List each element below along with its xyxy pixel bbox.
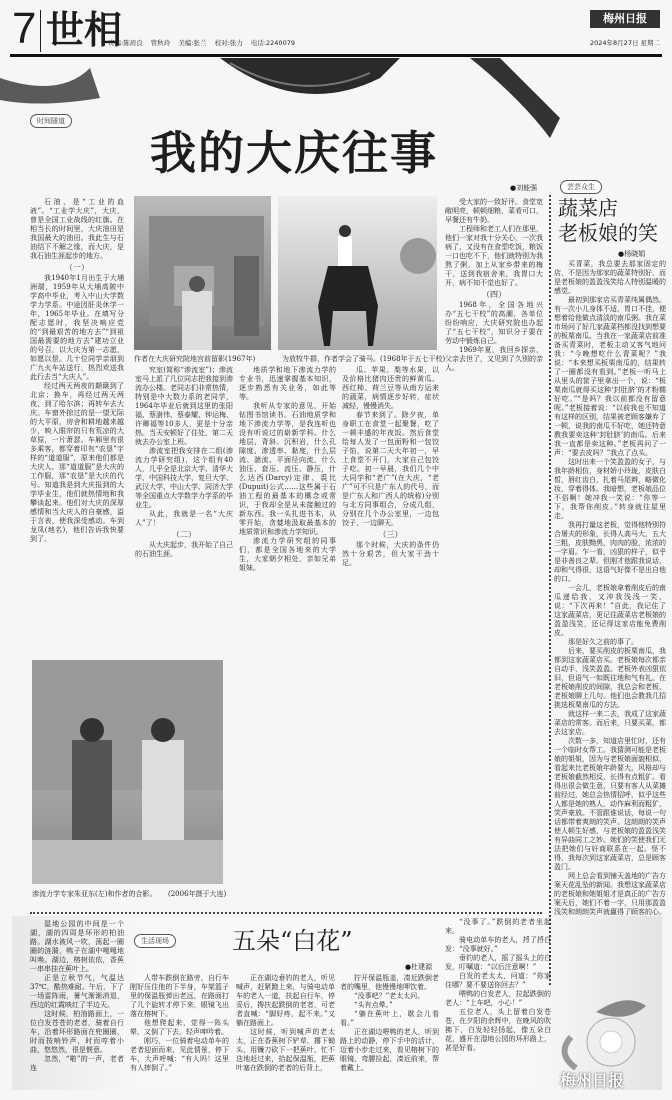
article-title: 我的大庆往事: [150, 126, 438, 180]
article-column: 究室(简称“渗流室”)；渗流室马上派了几位同志把我接到渗流办公楼。老同志们非常热情，特别是中大数力系的老同学，1964年毕业后就到这里的张阳福、蔡澍伟、蔡泰耀、钟运梅、许卿福等10多人，更是十分亲热。当天安顿好了住处，第二天就去办公室上班。 渗流室把我安排在二组(渗流力学研究组)，这个组有40人，几乎全是北京大学、清华大学、中国科技大学、复旦大学、武汉大学、中山大学、同济大学等全国重点大学数学力学系的毕业生。 从此，我就是一名“大庆人”了！ （二） 从大庆起步，我开始了自己的石油生涯。: [135, 366, 233, 558]
article-title: 五朵“白花”: [232, 927, 353, 955]
page-number: 7: [12, 4, 37, 53]
newspaper-logo: 梅州日报: [590, 10, 660, 28]
article-column: 拧开保温瓶盖，凑近跌倒老者的嘴里，他慢慢地呷饮着。 “没事吧？”老太太问。 “头有点晕。” “躺在蕉叶上，歇会儿看看。” 正在湖边喂鸭的老人，听到路上的动静，停下手中的活计，迈着小步走过来，看见榕树下的眼镜，弯腰捡起，凑近前来，帮着戴上。: [340, 974, 439, 1072]
section-divider: [30, 912, 542, 914]
editor-credits: 责编:陈肩良 管秋玲 美编:张兰 校对:张力 电话:2240079: [108, 39, 295, 47]
photo-caption-date: (2006年摄于大连): [168, 890, 227, 898]
photo-caption: 为放牧牛群，作者学会了骑马。(1968年于五七干校): [282, 355, 446, 363]
article-author: ●杨晓娟: [618, 250, 646, 258]
footer-logo: 梅州日报: [560, 1071, 625, 1090]
photo-author-at-building: [134, 196, 271, 350]
column-tag: 生活现场: [134, 934, 176, 948]
divider: [40, 10, 41, 52]
article-column: 受大家的一致好评。食堂宽敞明亮，顿顿细粮，菜肴可口，早餐还有牛奶。 工程师和老工人们在那里，他们一家对我十分关心，一次我病了，又没有在食堂吃饭，粮饭一口也吃不下，他们就特别为我熬了粥，加上从家乡带来的梅干，送到我宿舍来，我胃口大开，病不知不觉也好了。 （四） 1968年，全国各地兴办“五七干校”的高潮，各单位纷纷响应，大庆研究院也办起了“五七干校”，知识分子要在劳动中锻炼自己。 1969年夏，我回乡探亲，父亲去世了，又见到了久别的亲人。: [445, 198, 543, 372]
article-author: ●杜建源: [405, 963, 433, 971]
article-column: 石油，是“工业的血液”。“工业学大庆”，大庆，曾是全国工业战线的红旗。在相当长的时间里，大庆油田是我国最大的油田。我此生与石油结下不解之缘，而大庆，是我石油生涯起步的地方。 （一） 我1940年1月出生于大埔洲瑞，1959年从大埔高陂中学高中毕业，考入中山大学数学力学系。中途因肝炎休学一年，1965年毕业。在填写分配志愿时，我坚决响应党的“到最艰苦的地方去”“到祖国最需要的地方去”建功立业的号召，以大庆为第一志愿，如愿以偿。几十位同学亲朋到广九火车站送行，热烈欢送我此行去当“大庆人”。 经过两天两夜的颠簸到了北京；换车，再经过两天两夜，到了哈尔滨；再转车去大庆。车窗外掠过的是一望无际的大平原，房舍和耕地越来越少，映入眼帘的只有荒凉的大草原，一片萧瑟。车厢里有很多乘客，都穿着印有“农垦”字样的“道道服”，原来他们都是大庆人。那“道道服”是大庆的工作服，那“农垦”是大庆的代号。知道我是到大庆报到的大学毕业生，他们就热情地和我攀谈起来。他们对大庆的深厚感情和当大庆人的自豪感，溢于言表，使我深受感动。车到龙凤(地名)，他们告诉我快要到了。: [30, 198, 124, 543]
article-column: 湿地公园的中间是一个湖，湖的四周是环形的柏油路。湖水被风一吹，荡起一圈圈的涟漪，鸭子在湖中嘎嘎地叫唤。湖边，榕树依依，香蕉一串串挂在蕉叶上。 正是立秋节气，气温达37℃，酷热难耐。午后，下了一场雷阵雨，暑气渐渐消退，西边的红霞映红了半边天。 这时候，柏油路面上，一位白发苍苍的老者，骑着自行车，沿着环形路面在兜圈圈，时而按响铃声，时而哼着小曲，悠悠然，很是惬意。 忽然，“啪”的一声，老者连: [30, 920, 124, 1072]
issue-date: 2024年8月27日 星期二: [590, 39, 661, 47]
photo-two-men: [32, 660, 223, 884]
article-column: 人带车跌倒在路旁，自行车刚好压住他的下半身，车架篮子里的保温瓶弹出老远，在路面打了几个旋转才停下来，眼镜飞出落在榕树下。 他想爬起来，觉得一阵头晕，又倒了下去，轻声呻吟着。 刚巧，一位骑着电动单车的老者迎面而来，见此情景，停下车，大声呼喊：“有人吗！这里有人摔倒了。”: [130, 974, 229, 1072]
column-tag: 芸芸众生: [560, 180, 602, 194]
photo-caption: 作者在大庆研究院地宫前留影(1967年): [134, 355, 256, 363]
article-column: 地质学和地下渗流力学的专业书，迅速掌握基本知识，逐步熟悉有关业务，如此等等。 我听从专家的意见，开始钻图书馆读书。石油地质学和地下渗流力学等，是我连听也没有听说过的崭新学科。什么地层、背斜、沉积岩，什么孔隙度、渗透率、黏度，什么层流、湍流、平面径向流，什么油压、套压、流压、静压，什么达西(Darcy)定律、裘比(Dupuit)公式……这些属于石油工程的最基本的概念或常识，于我却全是从未接触过的新东西。我一头扎进书本，从零开始，贪婪地汲取最基本的地质常识和渗流力学知识。 渗流力学研究组的同事们，都是全国各地来的大学生，大家朝夕相处，亲如兄弟姐妹。: [239, 366, 336, 572]
header-rule: [10, 54, 662, 57]
article-column: “没事了。”跌倒的老者坐起来。 骑电动单车的老人，捋了捋白发：“没事就好。” 垂钓的老人，摇了摇头上的白发，叮嘱道：“以后注意啊！” 白发的老太太，问道：“你家住哪？要不要送你回去？” 喂鸭的白发老人，拉起跌倒的老人：“上车吧，小心！” 五位老人，头上留着白发苍苍，在夕阳的余辉中，在晚风的吹拂下，白发轻轻扬起，像五朵白花，盛开在湿地公园的环形路上，甚是好看。: [445, 918, 551, 1052]
column-tag: 时间隧道: [30, 114, 72, 128]
photo-author-on-horse: [278, 196, 437, 350]
article-column: 瓜、苹果、梨等水果，以及价格比猪肉还贵的鲜黄瓜、西红柿、荷兰豆等从南方运来的蔬菜，病情逐步好转，症状减轻，慢慢消失。 春节来到了。除夕夜，单身职工在食堂一起聚餐，吃了一顿丰盛的年夜饭。然后食堂给每人发了一包面粉和一包饺子馅，说第二天大年初一，早上食堂不开门，大家自己包饺子吃。初一早晨，我们几个中大同学和“老广”(在大庆，“老广”可不只是广东人的代号，而是广东人和广西人的统称)分别与北方同事组合，分成几组，分别在几个办公室里，一边包饺子，一边聊天。 （三） 那个时候，大庆的条件仍然十分艰苦，但大家干劲十足。: [342, 366, 439, 567]
article-column: 买青菜，我总要去那家固定的店，不是因为那家的蔬菜特别好，而是老板娘的盈盈浅笑给人特别温暖的感觉。 最初到那家店买青菜纯属偶然。有一次小儿身体不适，胃口不佳，便想着给他做点清淡的南瓜粥。我在菜市场问了好几家蔬菜档都没找到想要的板栗南瓜。当我在一家蔬菜店前准备买青菜时，老板主动又客气地问我：“今晚想吃什么青菜呢？”我说：“本来想买板栗南瓜的，结果转了一圈都没有看到。”老板一听马上从里头的筐子里拿出一个，说：“板栗南瓜就得买这种‘封肚脐’的才粉糯好吃。”“是吗？我以前都没有留意呢。”老板接着说：“以前我也不知道有这样的区别，结果被老顾客嫌弃了一顿，说我的南瓜不好吃，她还特意教我要卖这种‘封肚脐’的南瓜。后来我一直都是卖这种。”老板再问了一声：“要去皮吗？”我点了点头。 这时出来一个笑盈盈的女子，与我年龄相仿，身材娇小玲珑，皮肤白皙，唇红齿白，扎着马尾辫，略微化妆，穿着得体。我暗想，老板娘品位不俗啊！她冲我一笑说：“你等一下，我帮你削皮。”转身就往屋里走。 我再打量这老板，觉得他特别符合屠夫的形象，长得人高马大，五大三粗，皮肤黝黑，肉肉的脸，浓浓的一字眉。乍一看，凶狠的样子，似乎是非善良之辈。但刚才他跟我说话，却和气得很，这语气好像不是出自他的口。 一会儿，老板娘拿着削皮后的南瓜递给我，又冲我浅浅一笑，说：“下次再来！”自此，我记住了这家蔬菜店，更记住蔬菜店老板娘的盈盈浅笑，还记得这家店能免费削皮。 那是好久之前的事了。 后来，要买削皮的板栗南瓜，我都到这家蔬菜店买。老板娘每次都亲自动手，浅笑盈盈。老板外表凶狠依旧，但语气一如既往地和气有礼。在老板娘削皮的间隙，我总会和老板、老板娘聊上几句。他们也会教我几招挑选板栗南瓜的方法。 就这样一来二去，我成了这家蔬菜店的常客。而后来，只要买菜，都去这家店。 次数一多，知道店里忙时，还有一个临时女帮工。我猜测可能是老板娘的姐姐，因为与老板娘面貌相似，看起来比老板娘年龄要大，风格却与老板娘截然相反，长得有点粗犷。看得出很会做生意，只要有客人从菜摊前经过，她总会热情招呼，似乎这些人都是她的熟人，动作麻利而粗犷，笑声豪放。不管跟谁说话，每说一句话都带着爽朗的笑声。这朗朗的笑声使人顿生好感，与老板娘的盈盈浅笑有异曲同工之妙。她们的笑使我们无法把她们与奸商联系在一起。怪不得，我每次到这家蔬菜店，总是顾客盈门。 网上总会看到铺天盖地的广告方案天花乱坠的新闻。我想这家蔬菜店的老板娘和她姐姐才是真正的广告方案天后，她们不着一字，只用那盈盈浅笑和朗朗笑声就赢得了顾客的心。: [554, 260, 666, 916]
article-author: ●刘能强: [510, 184, 538, 192]
section-title: 世相: [46, 8, 123, 52]
article-title: 蔬菜店 老板娘的笑: [558, 196, 658, 245]
article-column: 正在湖边垂钓的老人，听见喊声，赶紧跑上来，与骑电动单车的老人一道，扶起自行车，停妥后，搀扶起跌倒的老者，可老者直喊：“脚好疼，起不来。”又躺在路面上。 这时候，听到喊声的老太太，正在香蕉树下铲草，撂下锄头，用镰刀砍下一把蕉叶，忙不迭地赶过来，拾起保温瓶，把蕉叶塞在跌倒的老者的后背上，: [236, 974, 335, 1072]
photo-caption: 渗流力学专家朱亚东(左)和作者的合影。: [32, 890, 157, 898]
column-divider: [549, 195, 551, 985]
